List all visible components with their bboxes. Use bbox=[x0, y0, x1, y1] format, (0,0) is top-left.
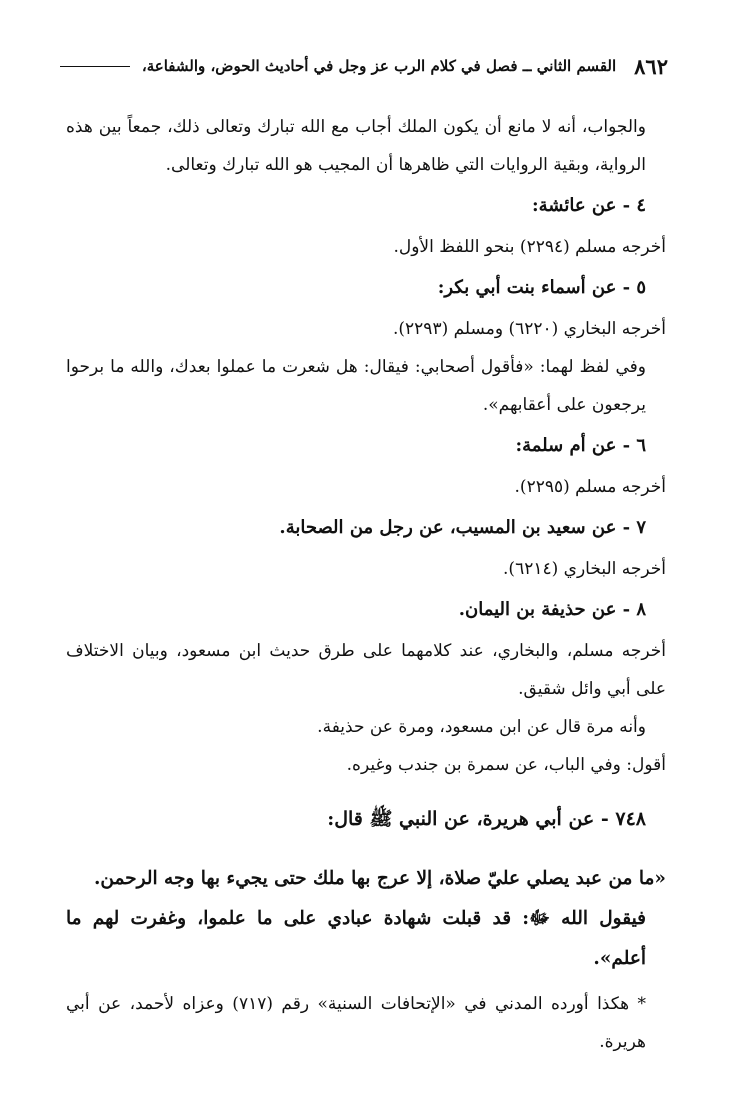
header-rule bbox=[60, 66, 130, 67]
section-heading-8: ٨ - عن حذيفة بن اليمان. bbox=[458, 599, 646, 620]
page-number: ٨٦٢ bbox=[634, 53, 668, 79]
answer-paragraph: والجواب، أنه لا مانع أن يكون الملك أجاب مع الله تبارك وتعالى ذلك، جمعاً بين هذه الرواية، وبقية الروايات التي ظاهرها أن المجيب هو الله تبارك وتعالى. bbox=[66, 117, 646, 175]
takhrij-6: أخرجه مسلم (٢٢٩٥). bbox=[514, 477, 666, 497]
author-note-8: أقول: وفي الباب، عن سمرة بن جندب وغيره. bbox=[346, 755, 666, 775]
takhrij-5: أخرجه البخاري (٦٢٢٠) ومسلم (٢٢٩٣). bbox=[393, 319, 666, 339]
footnote-748: * هكذا أورده المدني في «الإتحافات السنية» رقم (٧١٧) وعزاه لأحمد، عن أبي هريرة. bbox=[66, 994, 647, 1052]
takhrij-8: أخرجه مسلم، والبخاري، عند كلامهما على طرق حديث ابن مسعود، وبيان الاختلاف على أبي وائل شقيق. bbox=[66, 641, 666, 699]
chapter-title: القسم الثاني ــ فصل في كلام الرب عز وجل في أحاديث الحوض، والشفاعة، bbox=[141, 57, 617, 75]
takhrij-7: أخرجه البخاري (٦٢١٤). bbox=[503, 559, 666, 579]
takhrij-4: أخرجه مسلم (٢٢٩٤) بنحو اللفظ الأول. bbox=[393, 237, 666, 257]
hadith-text-2: فيقول الله ﷻ: قد قبلت شهادة عبادي على ما علموا، وغفرت لهم ما أعلم». bbox=[66, 908, 646, 969]
running-header bbox=[60, 52, 668, 80]
section-heading-4: ٤ - عن عائشة: bbox=[532, 195, 646, 216]
hadith-text-1: «ما من عبد يصلي عليّ صلاة، إلا عرج بها ملك حتى يجيء بها وجه الرحمن. bbox=[93, 868, 666, 889]
page-body bbox=[66, 108, 666, 1061]
hadith-heading-748: ٧٤٨ - عن أبي هريرة، عن النبي ﷺ قال: bbox=[327, 808, 646, 830]
section-heading-7: ٧ - عن سعيد بن المسيب، عن رجل من الصحابة. bbox=[279, 517, 646, 538]
wording-5: وفي لفظ لهما: «فأقول أصحابي: فيقال: هل شعرت ما عملوا بعدك، والله ما برحوا يرجعون على أعقابهم». bbox=[66, 357, 646, 415]
section-heading-5: ٥ - عن أسماء بنت أبي بكر: bbox=[437, 277, 646, 298]
section-heading-6: ٦ - عن أم سلمة: bbox=[515, 435, 646, 456]
note-8: وأنه مرة قال عن ابن مسعود، ومرة عن حذيفة. bbox=[317, 717, 646, 737]
